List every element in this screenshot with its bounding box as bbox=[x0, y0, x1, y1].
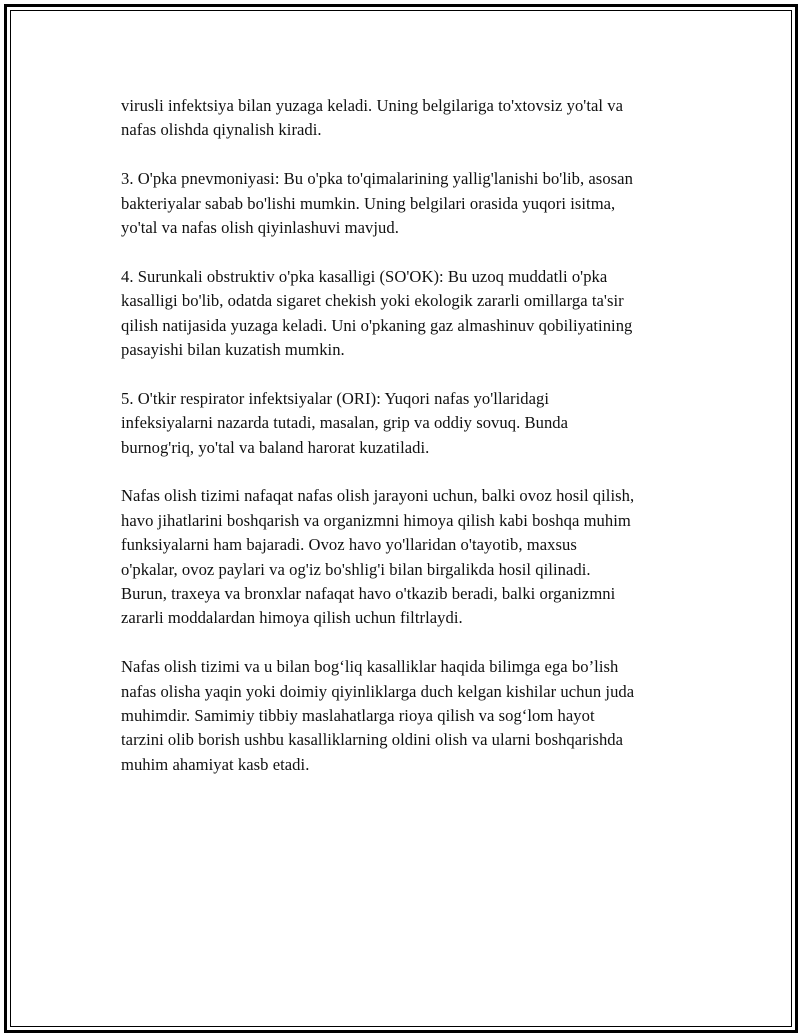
text-line: yo'tal va nafas olish qiyinlashuvi mavjud. bbox=[121, 218, 399, 238]
paragraph-respiratory-functions bbox=[121, 484, 711, 630]
text-line: 3. O'pka pnevmoniyasi: Bu o'pka to'qimalarining yallig'lanishi bo'lib, asosan bbox=[121, 169, 633, 189]
text-line: nafas olisha yaqin yoki doimiy qiyinliklarga duch kelgan kishilar uchun juda bbox=[121, 681, 635, 701]
text-line: 5. O'tkir respirator infektsiyalar (ORI): Yuqori nafas yo'llaridagi bbox=[121, 388, 550, 408]
paragraph-conclusion bbox=[121, 655, 711, 777]
text-line: kasalligi bo'lib, odatda sigaret chekish yoki ekologik zararli omillarga ta'sir bbox=[121, 291, 624, 311]
text-line: funksiyalarni ham bajaradi. Ovoz havo yo'llaridan o'tayotib, maxsus bbox=[121, 535, 577, 555]
document-body bbox=[121, 94, 711, 802]
text-line: muhim ahamiyat kasb etadi. bbox=[121, 754, 310, 774]
paragraph-pneumonia bbox=[121, 167, 711, 240]
text-line: Nafas olish tizimi va u bilan bog‘liq kasalliklar haqida bilimga ega bo’lish bbox=[121, 657, 619, 677]
paragraph-copd bbox=[121, 265, 711, 363]
paragraph-acute-respiratory-infections bbox=[121, 387, 711, 460]
text-line: zararli moddalardan himoya qilish uchun filtrlaydi. bbox=[121, 608, 463, 628]
text-line: virusli infektsiya bilan yuzaga keladi. Uning belgilariga to'xtovsiz yo'tal va bbox=[121, 96, 624, 115]
text-line: 4. Surunkali obstruktiv o'pka kasalligi (SO'OK): Bu uzoq muddatli o'pka bbox=[121, 266, 608, 286]
page-border bbox=[4, 4, 798, 1033]
paragraph-viral-infection-continuation bbox=[121, 94, 711, 143]
text-line: nafas olishda qiynalish kiradi. bbox=[121, 120, 322, 140]
text-line: Nafas olish tizimi nafaqat nafas olish jarayoni uchun, balki ovoz hosil qilish, bbox=[121, 486, 635, 506]
text-line: bakteriyalar sabab bo'lishi mumkin. Uning belgilari orasida yuqori isitma, bbox=[121, 193, 616, 213]
text-line: qilish natijasida yuzaga keladi. Uni o'pkaning gaz almashinuv qobiliyatining bbox=[121, 315, 633, 335]
text-line: pasayishi bilan kuzatish mumkin. bbox=[121, 340, 345, 360]
text-line: burnog'riq, yo'tal va baland harorat kuzatiladi. bbox=[121, 437, 430, 457]
text-line: o'pkalar, ovoz paylari va og'iz bo'shlig'i bilan birgalikda hosil qilinadi. bbox=[121, 559, 591, 579]
text-line: Burun, traxeya va bronxlar nafaqat havo o'tkazib beradi, balki organizmni bbox=[121, 584, 616, 604]
text-line: havo jihatlarini boshqarish va organizmni himoya qilish kabi boshqa muhim bbox=[121, 510, 631, 530]
text-line: muhimdir. Samimiy tibbiy maslahatlarga rioya qilish va sog‘lom hayot bbox=[121, 706, 595, 726]
text-line: tarzini olib borish ushbu kasalliklarning oldini olish va ularni boshqarishda bbox=[121, 730, 624, 750]
text-line: infeksiyalarni nazarda tutadi, masalan, grip va oddiy sovuq. Bunda bbox=[121, 413, 569, 433]
